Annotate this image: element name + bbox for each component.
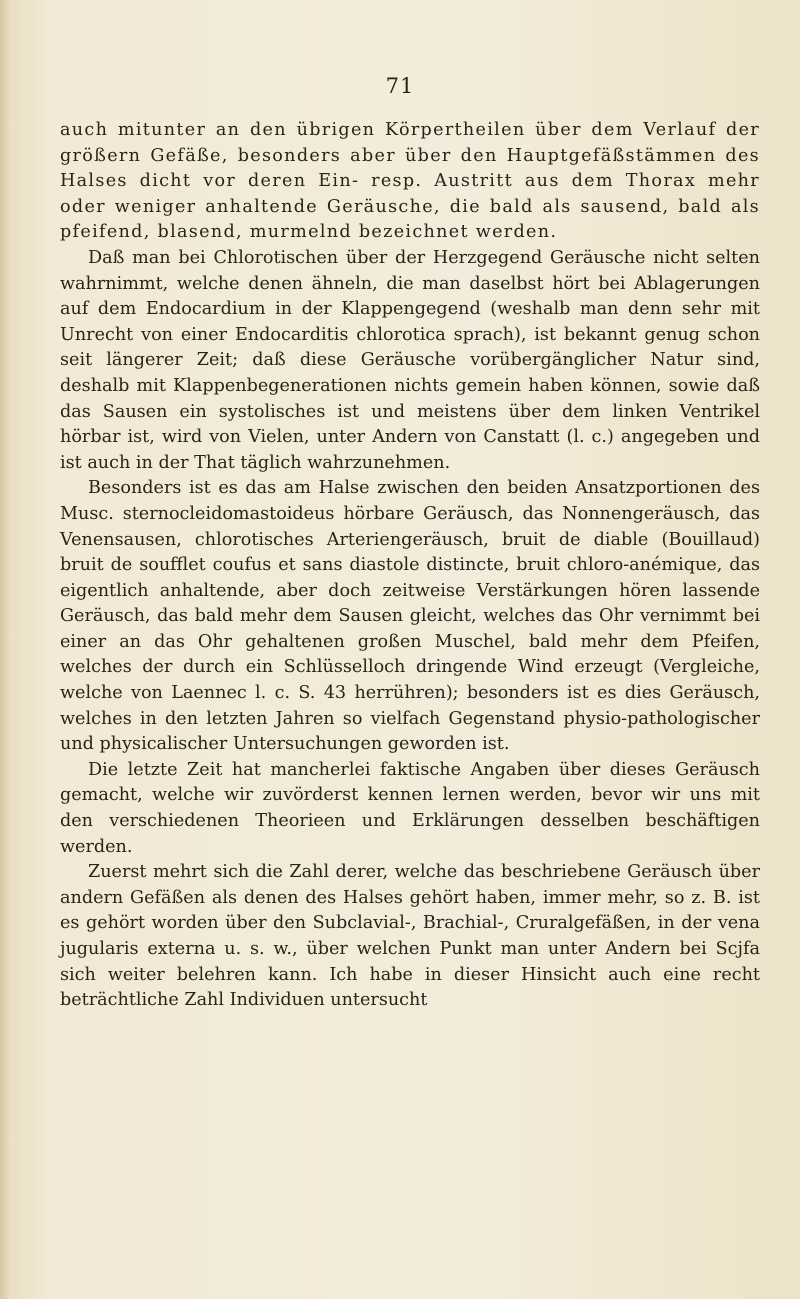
paragraph-2: Daß man bei Chlorotischen über der Herzgegend Geräusche nicht selten wahrnimmt, welche denen ähneln, die man daselbst hört bei Ablagerungen auf dem Endocardium in der Klappengegend (weshalb man denn sehr mit Unrecht von einer Endocarditis chlorotica sprach), ist bekannt genug schon seit längerer Zeit; daß diese Geräusche vorübergänglicher Natur sind, deshalb mit Klappenbegenerationen nichts gemein haben können, sowie daß das Sausen ein systolisches ist und meistens über dem linken Ventrikel hörbar ist, wird von Vielen, unter Andern von Canstatt (l. c.) angegeben und ist auch in der That täglich wahrzunehmen. — [60, 247, 760, 473]
paragraph-1: auch mitunter an den übrigen Körpertheilen über dem Verlauf der größern Gefäße, besonders aber über den Hauptgefäßstämmen des Halses dicht vor deren Ein- resp. Austritt aus dem Thorax mehr oder weniger anhaltende Geräusche, die bald als sausend, bald als pfeifend, blasend, murmelnd bezeichnet werden. — [60, 120, 760, 243]
page-edge-shadow — [0, 0, 10, 1299]
paragraph-4: Die letzte Zeit hat mancherlei faktische Angaben über dieses Geräusch gemacht, welche wir zuvörderst kennen lernen werden, bevor wir uns mit den verschiedenen Theorieen und Erklärungen desselben beschäftigen werden. — [60, 759, 760, 857]
body-text — [60, 118, 760, 1014]
paragraph-5: Zuerst mehrt sich die Zahl derer, welche das beschriebene Geräusch über andern Gefäßen als denen des Halses gehört haben, immer mehr, so z. B. ist es gehört worden über den Subclavial-, Brachial-, Cruralgefäßen, in der vena jugularis externa u. s. w., über welchen Punkt man unter Andern bei Scjfa sich weiter belehren kann. Ich habe in dieser Hinsicht auch eine recht beträchtliche Zahl Individuen untersucht — [60, 862, 760, 1011]
page-number: 71 — [385, 74, 415, 98]
paragraph-3: Besonders ist es das am Halse zwischen den beiden Ansatzportionen des Musc. sternocleidomastoideus hörbare Geräusch, das Nonnengeräusch, das Venensausen, chlorotisches Arteriengeräusch, bruit de diable (Bouillaud) bruit de soufflet coufus et sans diastole distincte, bruit chloro-anémique, das eigentlich anhaltende, aber doch zeitweise Verstärkungen hören lassende Geräusch, das bald mehr dem Sausen gleicht, welches das Ohr vernimmt bei einer an das Ohr gehaltenen großen Muschel, bald mehr dem Pfeifen, welches der durch ein Schlüsselloch dringende Wind erzeugt (Vergleiche, welche von Laennec l. c. S. 43 herrühren); besonders ist es dies Geräusch, welches in den letzten Jahren so vielfach Gegenstand physio-pathologischer und physicalischer Untersuchungen geworden ist. — [60, 478, 760, 755]
